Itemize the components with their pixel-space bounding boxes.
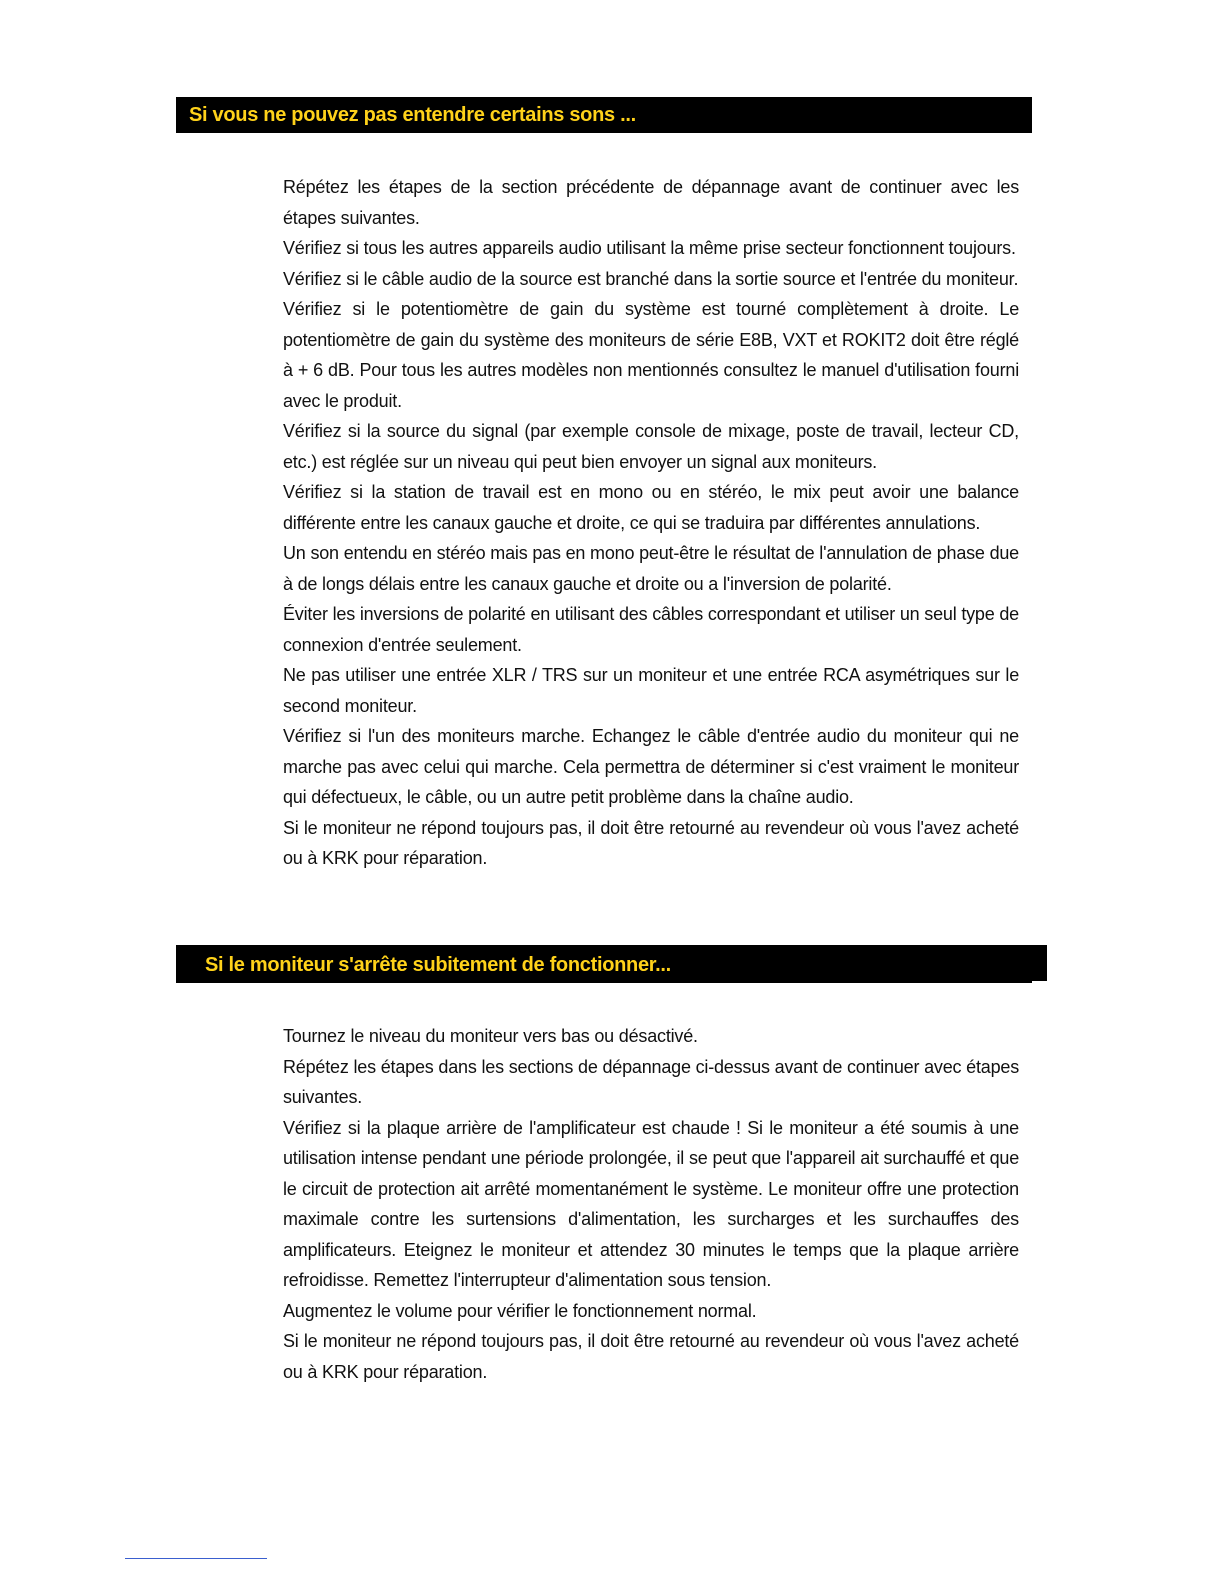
section-body-monitor-stops — [283, 1021, 1019, 1387]
paragraph: Vérifiez si le potentiomètre de gain du système est tourné complètement à droite. Le potentiomètre de gain du système des moniteurs de série E8B, VXT et ROKIT2 doit être réglé à + 6 dB. Pour tous les autres modèles non mentionnés consultez le manuel d'utilisation fourni avec le produit. — [283, 299, 1019, 411]
section-body-cant-hear-sounds — [283, 172, 1019, 874]
paragraph: Si le moniteur ne répond toujours pas, il doit être retourné au revendeur où vous l'avez acheté ou à KRK pour réparation. — [283, 1331, 1019, 1382]
paragraph: Ne pas utiliser une entrée XLR / TRS sur un moniteur et une entrée RCA asymétriques sur le second moniteur. — [283, 665, 1019, 716]
paragraph: Répétez les étapes dans les sections de dépannage ci-dessus avant de continuer avec étapes suivantes. — [283, 1056, 1019, 1107]
heading-bar-edge — [1032, 945, 1047, 981]
paragraph: Vérifiez si le câble audio de la source est branché dans la sortie source et l'entrée du moniteur. — [283, 268, 1019, 289]
paragraph: Vérifiez si la station de travail est en mono ou en stéréo, le mix peut avoir une balance différente entre les canaux gauche et droite, ce qui se traduira par différentes annulations. — [283, 482, 1019, 533]
section-heading-cant-hear-sounds: Si vous ne pouvez pas entendre certains sons ... — [176, 97, 1032, 133]
paragraph: Un son entendu en stéréo mais pas en mono peut-être le résultat de l'annulation de phase due à de longs délais entre les canaux gauche et droite ou a l'inversion de polarité. — [283, 543, 1019, 594]
paragraph: Augmentez le volume pour vérifier le fonctionnement normal. — [283, 1300, 757, 1321]
paragraph: Répétez les étapes de la section précédente de dépannage avant de continuer avec les étapes suivantes. — [283, 177, 1019, 228]
paragraph: Vérifiez si tous les autres appareils audio utilisant la même prise secteur fonctionnent toujours. — [283, 238, 1016, 258]
section-heading-monitor-stops: Si le moniteur s'arrête subitement de fonctionner... — [176, 945, 1032, 983]
paragraph: Si le moniteur ne répond toujours pas, il doit être retourné au revendeur où vous l'avez acheté ou à KRK pour réparation. — [283, 817, 1019, 868]
paragraph: Vérifiez si l'un des moniteurs marche. Echangez le câble d'entrée audio du moniteur qui ne marche pas avec celui qui marche. Cela permettra de déterminer si c'est vraiment le moniteur qui défectueux, le câble, ou un autre petit problème dans la chaîne audio. — [283, 726, 1019, 807]
paragraph: Tournez le niveau du moniteur vers bas ou désactivé. — [283, 1026, 698, 1046]
paragraph: Vérifiez si la source du signal (par exemple console de mixage, poste de travail, lecteur CD, etc.) est réglée sur un niveau qui peut bien envoyer un signal aux moniteurs. — [283, 421, 1019, 472]
paragraph: Vérifiez si la plaque arrière de l'amplificateur est chaude ! Si le moniteur a été soumis à une utilisation intense pendant une période prolongée, il se peut que l'appareil ait surchauffé et que le circuit de protection ait arrêté momentanément le système. Le moniteur offre une protection maximale contre les surtensions d'alimentation, les surcharges et les surchauffes des amplificateurs. Eteignez le moniteur et attendez 30 minutes le temps que la plaque arrière refroidisse. Remettez l'interrupteur d'alimentation sous tension. — [283, 1117, 1019, 1290]
footnote-divider — [125, 1558, 267, 1559]
paragraph: Éviter les inversions de polarité en utilisant des câbles correspondant et utiliser un seul type de connexion d'entrée seulement. — [283, 604, 1019, 655]
